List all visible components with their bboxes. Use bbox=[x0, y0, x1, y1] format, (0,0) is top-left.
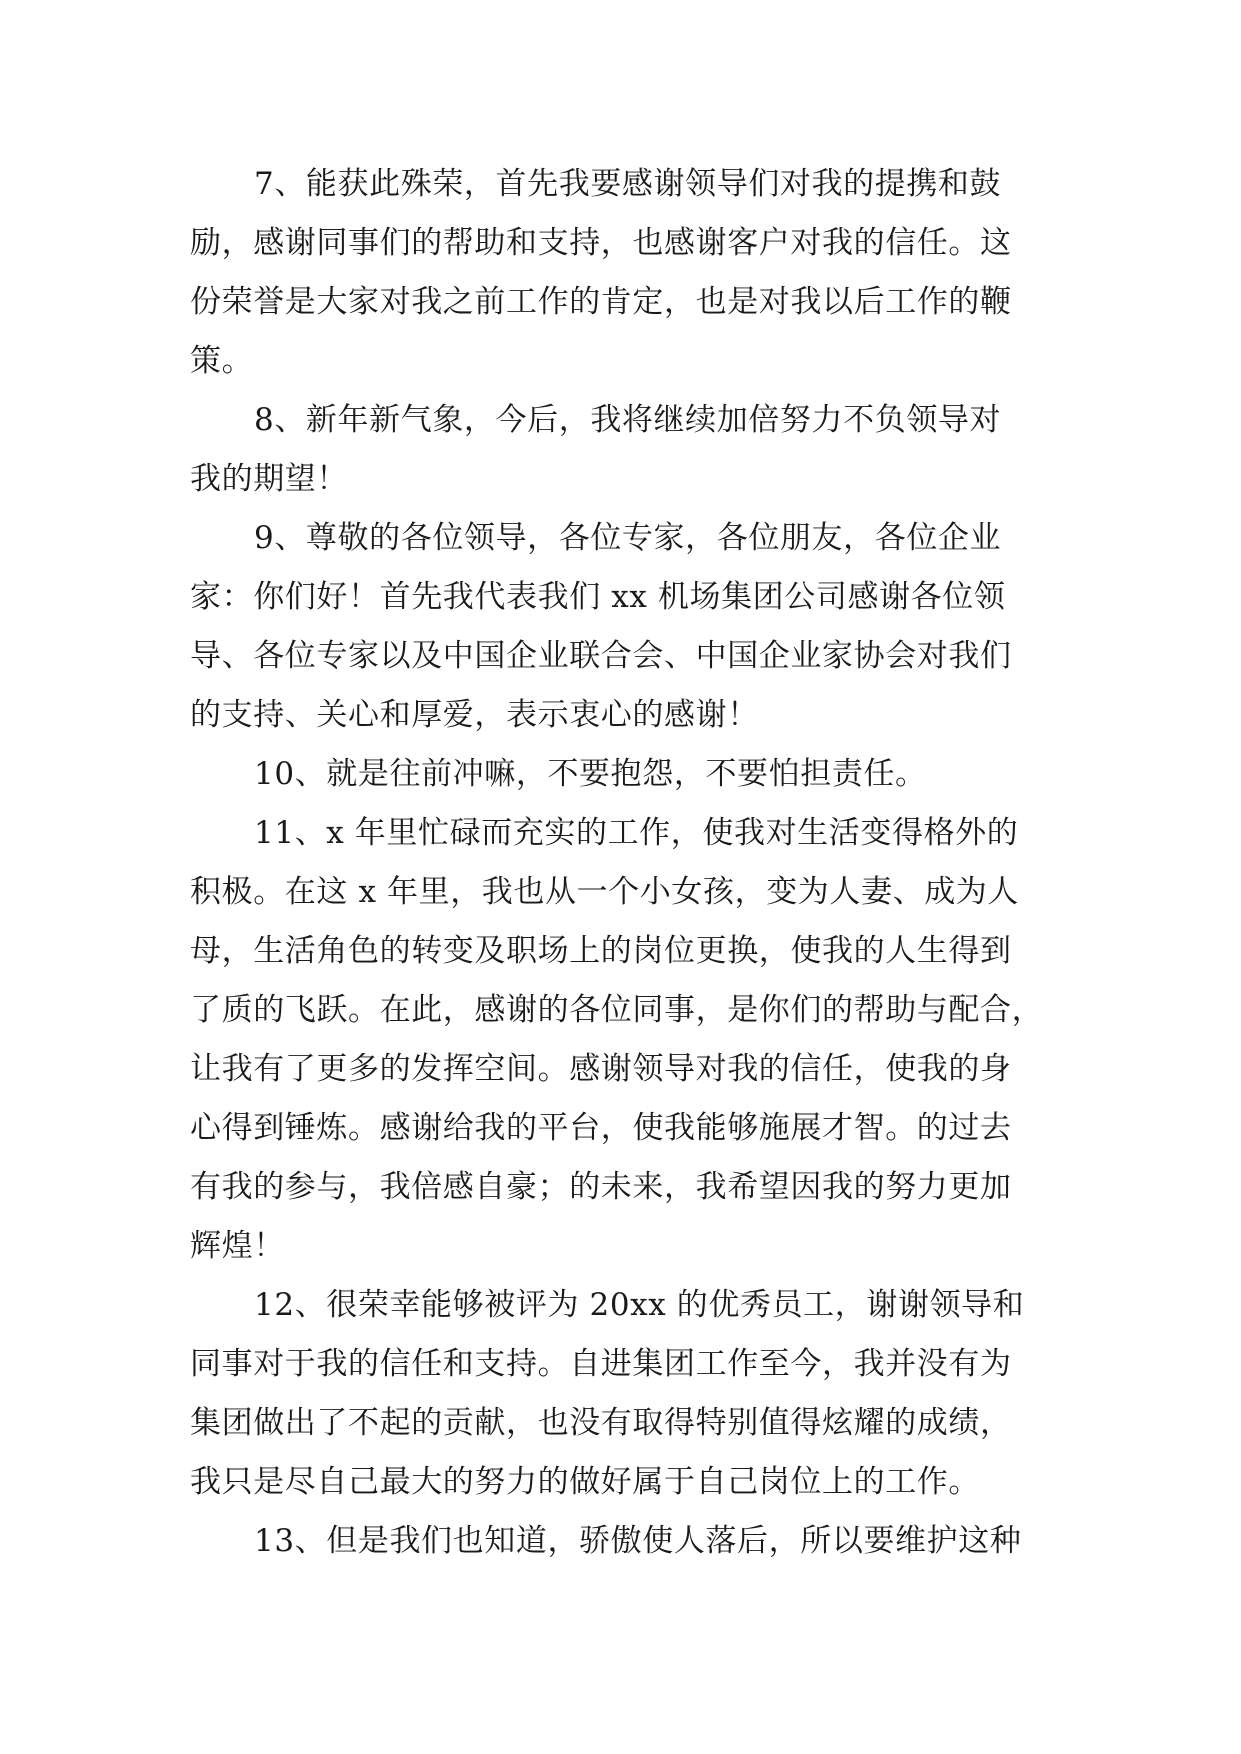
paragraph-12 bbox=[190, 1276, 1050, 1512]
paragraph-line: 让我有了更多的发挥空间。感谢领导对我的信任，使我的身 bbox=[190, 1051, 1012, 1087]
paragraph-line: 我只是尽自己最大的努力的做好属于自己岗位上的工作。 bbox=[190, 1464, 980, 1500]
paragraph-9 bbox=[190, 509, 1050, 745]
paragraph-line: 家：你们好！首先我代表我们 xx 机场集团公司感谢各位领 bbox=[190, 579, 1006, 615]
paragraph-line: 我的期望！ bbox=[190, 461, 348, 497]
document-body bbox=[190, 155, 1050, 1571]
paragraph-line: 积极。在这 x 年里，我也从一个小女孩，变为人妻、成为人 bbox=[190, 874, 1019, 910]
paragraph-line: 集团做出了不起的贡献，也没有取得特别值得炫耀的成绩， bbox=[190, 1405, 1012, 1441]
paragraph-line: 13、但是我们也知道，骄傲使人落后，所以要维护这种 bbox=[254, 1523, 1022, 1559]
paragraph-line: 10、就是往前冲嘛，不要抱怨，不要怕担责任。 bbox=[254, 756, 927, 792]
paragraph-line: 8、新年新气象，今后，我将继续加倍努力不负领导对 bbox=[254, 402, 1002, 438]
paragraph-line: 12、很荣幸能够被评为 20xx 的优秀员工，谢谢领导和 bbox=[254, 1287, 1025, 1323]
paragraph-line: 9、尊敬的各位领导，各位专家，各位朋友，各位企业 bbox=[254, 520, 1002, 556]
paragraph-11 bbox=[190, 804, 1050, 1276]
paragraph-13 bbox=[190, 1512, 1050, 1571]
paragraph-line: 11、x 年里忙碌而充实的工作，使我对生活变得格外的 bbox=[254, 815, 1019, 851]
paragraph-line: 的支持、关心和厚爱，表示衷心的感谢！ bbox=[190, 697, 759, 733]
paragraph-line: 策。 bbox=[190, 343, 254, 379]
paragraph-8 bbox=[190, 391, 1050, 509]
paragraph-line: 导、各位专家以及中国企业联合会、中国企业家协会对我们 bbox=[190, 638, 1012, 674]
paragraph-line: 辉煌！ bbox=[190, 1228, 285, 1264]
paragraph-line: 有我的参与，我倍感自豪；的未来，我希望因我的努力更加 bbox=[190, 1169, 1012, 1205]
paragraph-line: 母，生活角色的转变及职场上的岗位更换，使我的人生得到 bbox=[190, 933, 1012, 969]
paragraph-line: 7、能获此殊荣，首先我要感谢领导们对我的提携和鼓 bbox=[254, 166, 1002, 202]
paragraph-line: 励，感谢同事们的帮助和支持，也感谢客户对我的信任。这 bbox=[190, 225, 1012, 261]
paragraph-line: 份荣誉是大家对我之前工作的肯定，也是对我以后工作的鞭 bbox=[190, 284, 1012, 320]
paragraph-10 bbox=[190, 745, 1050, 804]
paragraph-line: 同事对于我的信任和支持。自进集团工作至今，我并没有为 bbox=[190, 1346, 1012, 1382]
paragraph-7 bbox=[190, 155, 1050, 391]
paragraph-line: 了质的飞跃。在此，感谢的各位同事，是你们的帮助与配合， bbox=[190, 992, 1044, 1028]
paragraph-line: 心得到锤炼。感谢给我的平台，使我能够施展才智。的过去 bbox=[190, 1110, 1012, 1146]
